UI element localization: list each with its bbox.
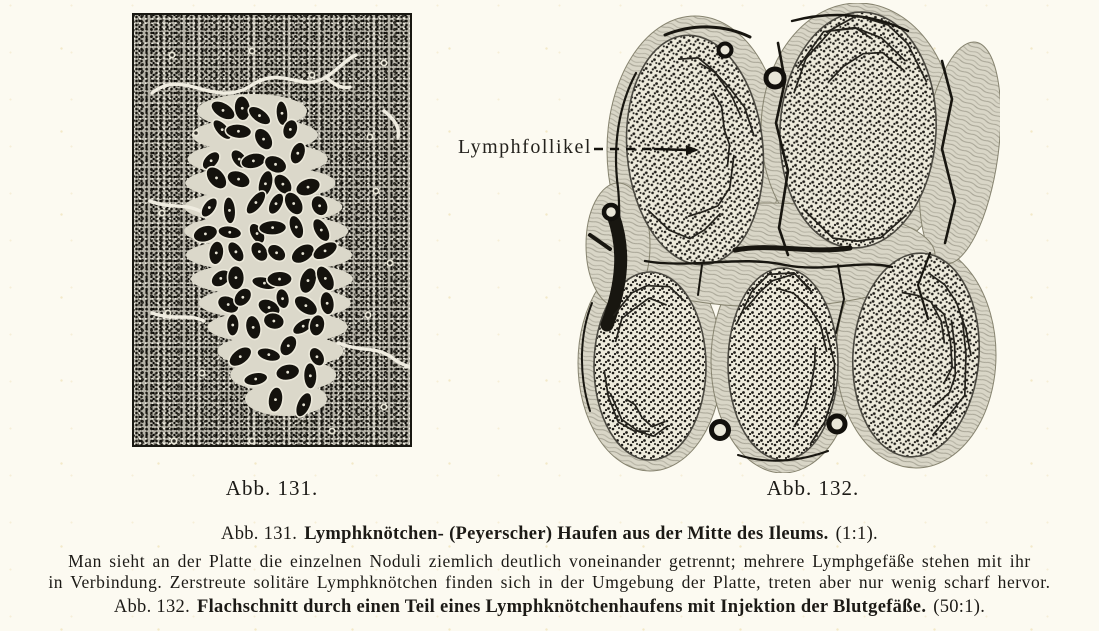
caption-fig131 — [0, 524, 1099, 545]
caption-fig132-title: Flachschnitt durch einen Teil eines Lymphknötchenhaufens mit Injektion der Blutgefäße. — [197, 597, 927, 617]
caption-body-line1: Man sieht an der Platte die einzelnen Noduli ziemlich deutlich voneinander getrennt; mehrere Lymphgefäße stehen mit ihr — [68, 551, 1031, 571]
caption-fig132-scale: (50:1). — [933, 597, 986, 617]
caption-fig132 — [0, 597, 1099, 618]
figure-label-abb-131: Abb. 131. — [225, 476, 319, 500]
figure-abb-132 — [440, 3, 1000, 473]
figure-label-abb-132: Abb. 132. — [766, 476, 860, 500]
caption-fig131-number: Abb. 131. — [221, 524, 298, 544]
abb-131-illustration — [134, 15, 410, 445]
caption-body-line2: in Verbindung. Zerstreute solitäre Lymphknötchen finden sich in der Umgebung der Platte, treten aber nur wenig scharf hervor. — [48, 572, 1051, 592]
annotation-lymphfollikel: Lymphfollikel — [458, 136, 592, 158]
caption-fig131-scale: (1:1). — [835, 524, 878, 544]
caption-fig131-title: Lymphknötchen- (Peyerscher) Haufen aus der Mitte des Ileums. — [304, 524, 829, 544]
caption-fig132-number: Abb. 132. — [113, 597, 190, 617]
figure-abb-131 — [132, 13, 412, 447]
